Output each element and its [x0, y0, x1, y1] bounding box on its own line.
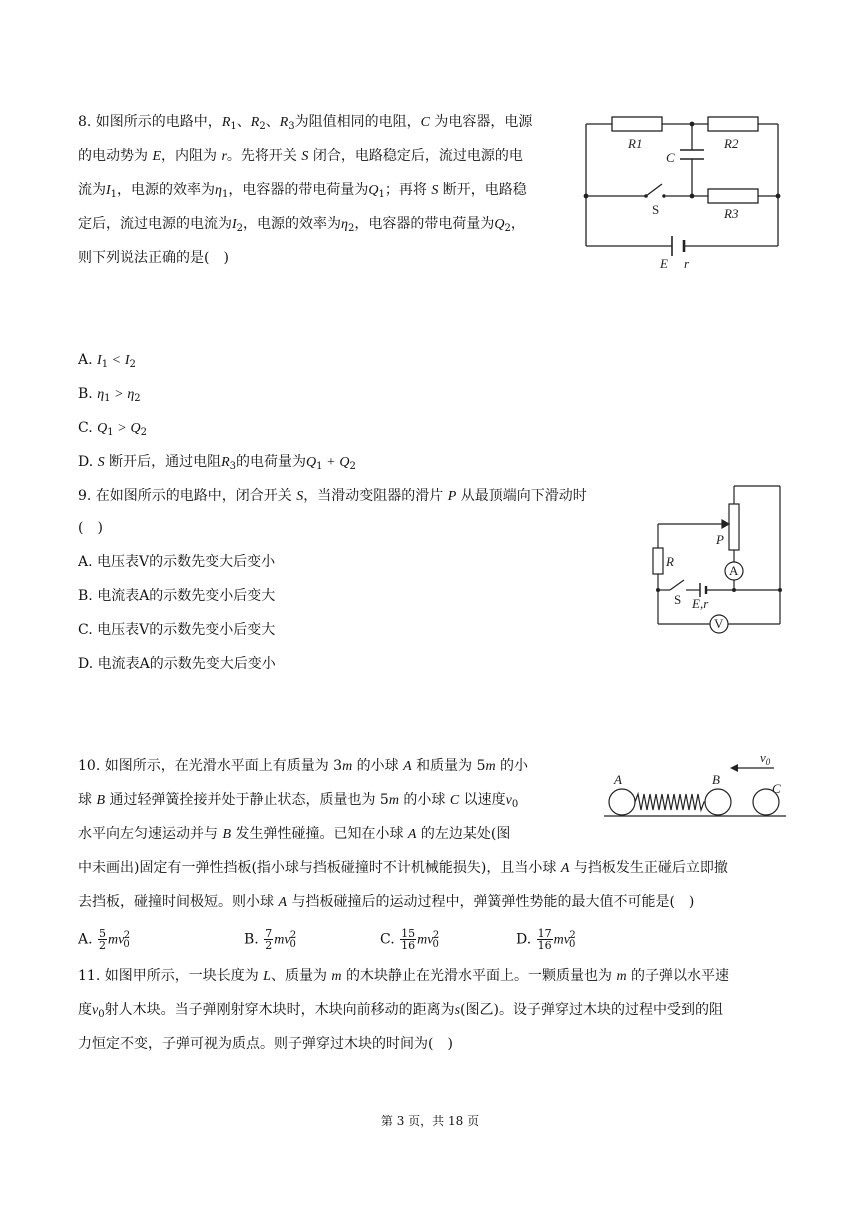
- q8-label-r: r: [684, 256, 690, 271]
- q10-option-d: D. $\frac{17}{16}$ $mv_0^2$: [516, 927, 576, 952]
- q10-line-2: 球 B 通过轻弹簧拴接并处于静止状态，质量也为 5m 的小球 C 以速度$v_0$: [78, 792, 519, 810]
- q9-label-v: V: [714, 616, 724, 631]
- q9-option-a: A. 电压表V的示数先变大后变小: [78, 554, 276, 570]
- q9-line-1: 9. 在如图所示的电路中，闭合开关 S，当滑动变阻器的滑片 P 从最顶端向下滑动时: [78, 488, 587, 504]
- q8-option-a: A. $I_1 < I_2$: [78, 352, 136, 370]
- q9-label-p: P: [716, 532, 724, 547]
- q8-label-r3: R3: [724, 206, 739, 221]
- q8-line-4: 定后，流过电源的电流为$I_2$，电源的效率为$\eta_2$，电容器的带电荷量为$Q_2$，: [78, 216, 525, 234]
- q9-option-c: C. 电压表V的示数先变小后变大: [78, 622, 276, 638]
- q9-option-d: D. 电流表A的示数先变大后变小: [78, 656, 276, 672]
- q9-label-a: A: [729, 563, 739, 578]
- q10-balls-figure: [596, 748, 792, 824]
- page-footer: 第 3 页，共 18 页: [380, 1114, 480, 1128]
- q11-line-1: 11. 如图甲所示，一块长度为 L、质量为 m 的木块静止在光滑水平面上。一颗质量也为 m 的子弹以水平速: [78, 968, 730, 984]
- q10-label-a: A: [614, 772, 622, 787]
- q8-option-c: C. $Q_1 > Q_2$: [78, 420, 147, 438]
- q9-circuit-figure: [648, 480, 788, 640]
- q8-label-r2: R2: [724, 136, 739, 151]
- q10-option-c: C. $\frac{15}{16}$ $mv_0^2$: [380, 927, 440, 952]
- q8-label-r1: R1: [628, 136, 643, 151]
- q8-option-b: B. $\eta_1 > \eta_2$: [78, 386, 141, 404]
- q9-line-2: ( ): [78, 520, 103, 536]
- q9-label-r: R: [666, 554, 674, 569]
- q10-label-b: B: [712, 772, 720, 787]
- q10-label-c: C: [772, 781, 781, 796]
- q11-line-2: 度$v_0$射人木块。当子弹刚射穿木块时，木块向前移动的距离为s(图乙)。设子弹穿过木块的过程中受到的阻: [78, 1002, 723, 1020]
- q8-line-2: 的电动势为 E，内阻为 r。先将开关 S 闭合，电路稳定后，流过电源的电: [78, 148, 523, 164]
- q10-option-b: B. $\frac{7}{2}$ $mv_0^2$: [244, 927, 297, 952]
- q8-label-e: E: [660, 256, 668, 271]
- q8-line-1: 8. 如图所示的电路中，$R_1$、$R_2$、$R_3$为阻值相同的电阻，C 为电容器，电源: [78, 114, 533, 132]
- q10-option-a: A. $\frac{5}{2}$ $mv_0^2$: [78, 927, 131, 952]
- q9-label-s: S: [674, 592, 682, 607]
- q10-line-1: 10. 如图所示，在光滑水平面上有质量为 3m 的小球 A 和质量为 5m 的小: [78, 758, 529, 774]
- q8-option-d: D. S 断开后，通过电阻$R_3$的电荷量为$Q_1 + Q_2$: [78, 454, 356, 472]
- q8-label-c: C: [666, 150, 675, 165]
- q10-line-4: 中未画出)固定有一弹性挡板(指小球与挡板碰撞时不计机械能损失)，且当小球 A 与挡板发生正碰后立即撤: [78, 860, 728, 876]
- q10-line-5: 去挡板，碰撞时间极短。则小球 A 与挡板碰撞后的运动过程中，弹簧弹性势能的最大值不可能是( ): [78, 894, 695, 910]
- q8-circuit-figure: [576, 86, 796, 276]
- q11-line-3: 力恒定不变，子弹可视为质点。则子弹穿过木块的时间为( ): [78, 1036, 453, 1052]
- q8-line-3: 流为$I_1$，电源的效率为$\eta_1$，电容器的带电荷量为$Q_1$；再将 S 断开，电路稳: [78, 182, 527, 200]
- q10-line-3: 水平向左匀速运动并与 B 发生弹性碰撞。已知在小球 A 的左边某处(图: [78, 826, 511, 842]
- q9-option-b: B. 电流表A的示数先变小后变大: [78, 588, 276, 604]
- q8-line-5: 则下列说法正确的是( ): [78, 250, 229, 266]
- q8-label-s: S: [652, 202, 660, 217]
- q10-label-v0: $v_0$: [760, 750, 771, 767]
- q9-label-er: E,r: [692, 596, 709, 611]
